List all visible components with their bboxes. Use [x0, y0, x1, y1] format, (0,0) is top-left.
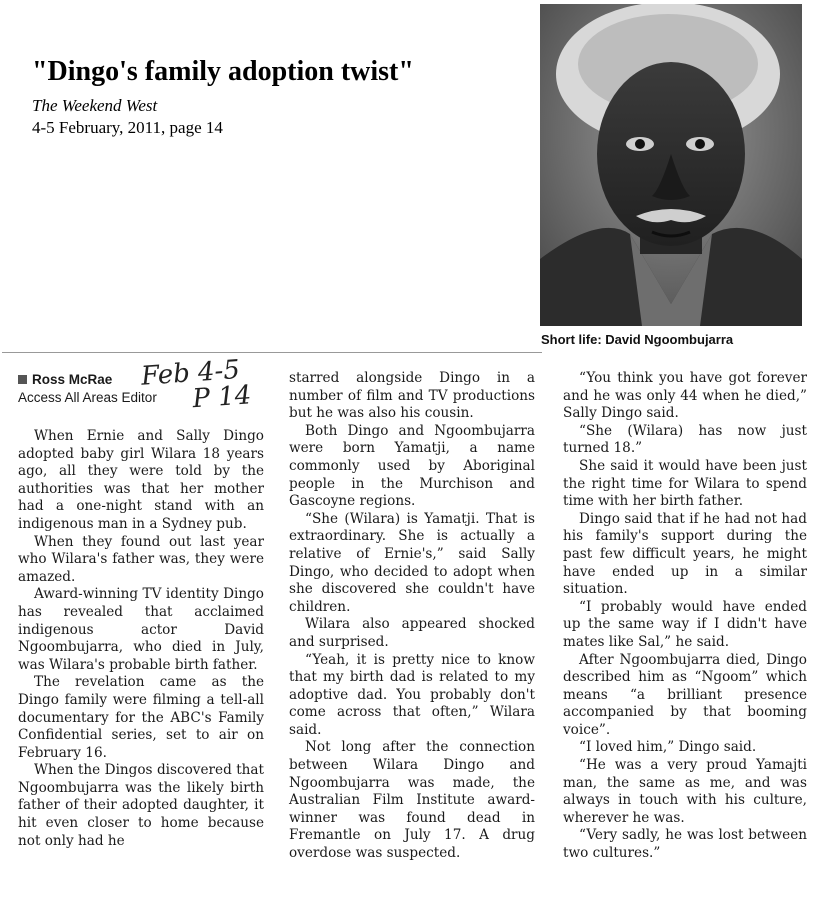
publication-date: 4-5 February, 2011, page 14 [32, 118, 223, 137]
paragraph: When they found out last year who Wilara's father was, they were amazed. [18, 533, 264, 585]
portrait-photo [540, 4, 802, 326]
paragraph: “Yeah, it is pretty nice to know that my birth dad is related to my adoptive dad. You probably don't come across that often,” Wilara said. [289, 651, 535, 738]
author-role: Access All Areas Editor [18, 390, 157, 405]
paragraph: After Ngoombujarra died, Dingo described him as “Ngoom” which means “a brilliant presence accompanied by that booming voice”. [563, 651, 807, 738]
article-column-2 [289, 370, 535, 863]
publication-name: The Weekend West [32, 96, 158, 115]
article-column-3 [563, 370, 807, 863]
paragraph: starred alongside Dingo in a number of film and TV productions but he was also his cousin. [289, 370, 535, 422]
paragraph: “You think you have got forever and he was only 44 when he died,” Sally Dingo said. [563, 370, 807, 422]
section-divider [2, 352, 542, 353]
paragraph: Dingo said that if he had not had his family's support during the past few difficult years, he might have ended up in a similar situation. [563, 510, 807, 598]
author-name: Ross McRae [32, 372, 113, 387]
paragraph: When the Dingos discovered that Ngoombujarra was the likely birth father of their adopted daughter, it hit even closer to home because not only had he [18, 762, 264, 849]
handwritten-note: Feb 4-5 P 14 [140, 354, 253, 418]
paragraph: “I loved him,” Dingo said. [579, 739, 757, 756]
paragraph: “He was a very proud Yamajti man, the same as me, and was always in touch with his culture, wherever he was. [563, 757, 807, 826]
photo-caption: Short life: David Ngoombujarra [541, 332, 734, 347]
paragraph: When Ernie and Sally Dingo adopted baby girl Wilara 18 years ago, all they were told by the authorities was that her mother had a one-night stand with an indigenous man in a Sydney pub. [18, 428, 264, 532]
paragraph: Award-winning TV identity Dingo has revealed that acclaimed indigenous actor David Ngoombujarra, who died in July, was Wilara's probable birth father. [18, 586, 264, 673]
paragraph: “She (Wilara) has now just turned 18.” [563, 422, 807, 457]
paragraph: She said it would have been just the right time for Wilara to spend time with her birth father. [563, 457, 807, 510]
bullet-square-icon [18, 375, 27, 384]
paragraph: “Very sadly, he was lost between two cultures.” [563, 827, 807, 862]
paragraph: Wilara also appeared shocked and surprised. [289, 616, 535, 650]
paragraph: Not long after the connection between Wilara Dingo and Ngoombujarra was made, the Australian Film Institute award-winner was found dead in Fremantle on July 17. A drug overdose was suspected. [289, 739, 535, 862]
portrait-icon [540, 4, 802, 326]
paragraph: “I probably would have ended up the same way if I didn't have mates like Sal,” he said. [563, 598, 807, 650]
byline [18, 372, 157, 405]
headline: "Dingo's family adoption twist" [32, 56, 414, 87]
paragraph: Both Dingo and Ngoombujarra were born Yamatji, a name commonly used by Aboriginal people in the Murchison and Gascoyne regions. [289, 422, 535, 510]
paragraph: The revelation came as the Dingo family were filming a tell-all documentary for the ABC's Family Confidential series, set to air on February 16. [18, 674, 264, 761]
paragraph: “She (Wilara) is Yamatji. That is extraordinary. She is actually a relative of Ernie's,” said Sally Dingo, who decided to adopt when she discovered she couldn't have children. [289, 510, 535, 615]
article-column-1 [18, 428, 264, 850]
